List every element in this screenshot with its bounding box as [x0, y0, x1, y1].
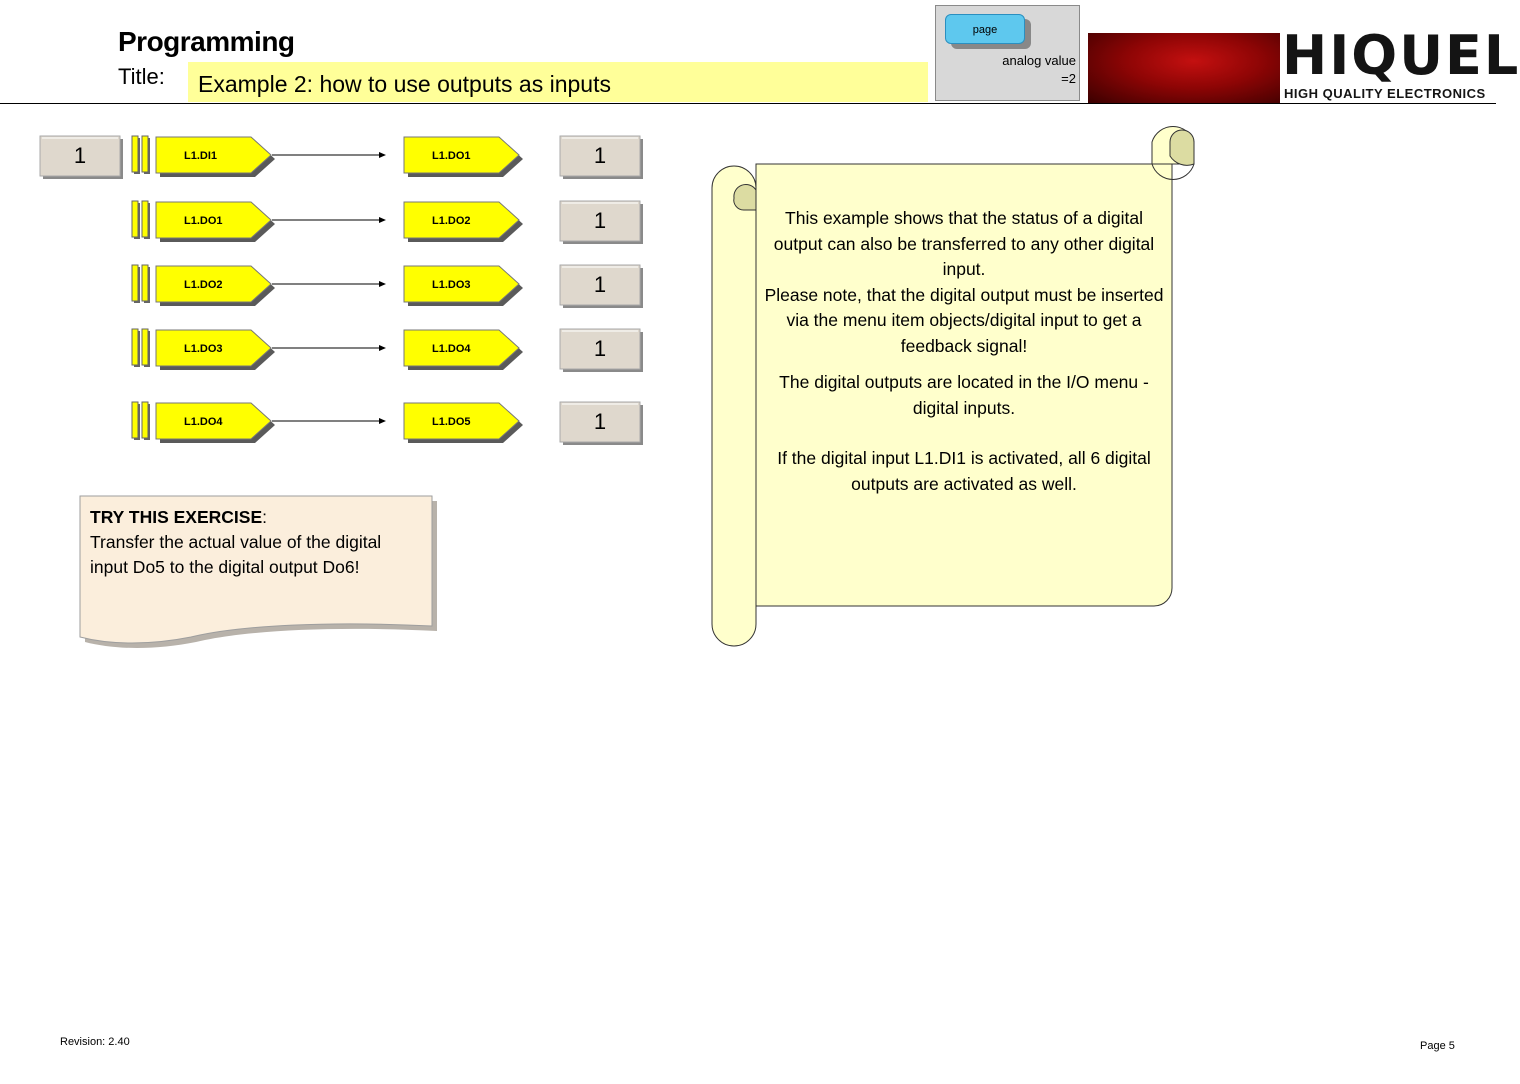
source-block-l1-do1-label: L1.DO1 — [184, 215, 223, 227]
connection-arrowhead — [379, 281, 386, 287]
connection-arrowhead — [379, 152, 386, 158]
note-text — [762, 206, 1166, 497]
target-block-l1-do3-label: L1.DO3 — [432, 279, 471, 291]
output-value-box-value: 1 — [593, 409, 607, 434]
target-block-l1-do5 — [404, 403, 523, 443]
source-block-l1-do4-label: L1.DO4 — [184, 416, 223, 428]
source-block-l1-do3 — [132, 329, 275, 370]
output-value-box-value: 1 — [593, 208, 607, 233]
target-block-l1-do4 — [404, 330, 523, 370]
revision-label: Revision: 2.40 — [60, 1036, 130, 1048]
source-block-l1-di1-label: L1.DI1 — [184, 150, 218, 162]
connection-arrowhead — [379, 217, 386, 223]
output-value-box-value: 1 — [593, 272, 607, 297]
output-value-box — [560, 136, 643, 179]
source-block-l1-do3-label: L1.DO3 — [184, 343, 223, 355]
exercise-body: Transfer the actual value of the digital input Do5 to the digital output Do6! — [90, 532, 382, 577]
target-block-l1-do1-label: L1.DO1 — [432, 150, 471, 162]
page-title: Example 2: how to use outputs as inputs — [188, 62, 928, 102]
analog-value-label — [960, 52, 1076, 88]
output-value-box — [560, 402, 643, 445]
note-paragraph-2: Please note, that the digital output must be inserted via the menu item objects/digital input to get a feedback signal! — [764, 284, 1164, 356]
input-value-box — [40, 136, 123, 179]
note-paragraph-4: If the digital input L1.DI1 is activated, all 6 digital outputs are activated as well. — [777, 448, 1151, 494]
page-button[interactable]: page — [945, 14, 1025, 44]
source-block-l1-do2-label: L1.DO2 — [184, 279, 223, 291]
logo-tagline: HIGH QUALITY ELECTRONICS — [1284, 86, 1486, 101]
hiquel-logo: HIQUEL — [1282, 24, 1520, 87]
note-paragraph-1: This example shows that the status of a digital output can also be transferred to any other digital input. — [773, 208, 1155, 279]
exercise-text — [90, 505, 420, 580]
header-divider — [0, 103, 1496, 104]
target-block-l1-do2-label: L1.DO2 — [432, 215, 471, 227]
target-block-l1-do3 — [404, 266, 523, 306]
page-heading: Programming — [118, 26, 295, 57]
source-block-l1-do2 — [132, 265, 275, 306]
source-block-l1-di1 — [132, 136, 275, 177]
analog-value-line1: analog value — [1002, 53, 1076, 68]
analog-value-line2: =2 — [1061, 71, 1076, 86]
logo-banner-image — [1088, 33, 1280, 103]
source-block-l1-do1 — [132, 201, 275, 242]
output-value-box — [560, 265, 643, 308]
output-value-box-value: 1 — [593, 336, 607, 361]
title-label: Title: — [118, 64, 165, 89]
connection-arrowhead — [379, 418, 386, 424]
exercise-colon: : — [262, 507, 267, 527]
output-value-box-value: 1 — [593, 143, 607, 168]
target-block-l1-do5-label: L1.DO5 — [432, 416, 471, 428]
output-value-box — [560, 201, 643, 244]
connection-arrowhead — [379, 345, 386, 351]
output-value-box — [560, 329, 643, 372]
target-block-l1-do1 — [404, 137, 523, 177]
input-value-box-value: 1 — [73, 143, 87, 168]
target-block-l1-do4-label: L1.DO4 — [432, 343, 471, 355]
page-number: Page 5 — [1420, 1040, 1455, 1052]
source-block-l1-do4 — [132, 402, 275, 443]
target-block-l1-do2 — [404, 202, 523, 242]
logic-diagram — [0, 120, 700, 460]
exercise-heading: TRY THIS EXERCISE — [90, 507, 263, 527]
note-paragraph-3: The digital outputs are located in the I/O menu -digital inputs. — [779, 372, 1149, 418]
